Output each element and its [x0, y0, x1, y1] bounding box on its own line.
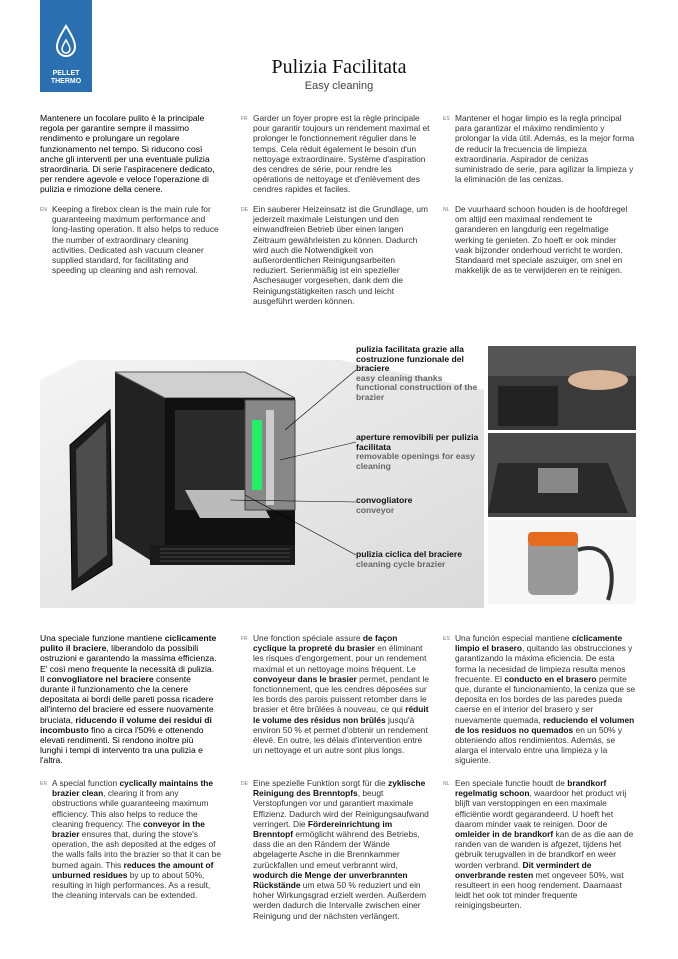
- photo-removable-opening: [488, 433, 636, 517]
- bottom-es: ES Una función especial mantiene cíclicamente limpio el brasero, quitando las obstrucciones y garantizando la máxima eficiencia. De esta forma la necesidad de limpieza resulta menos frecuente. El conducto en el brasero permite que, durante el funcionamiento, la ceniza que se deposita en los bordes de las paredes pueda caerse en el interior del brasero y ser nuevamente quemada, reduciendo el volumen de los residuos no quemados en un 50% y obteniendo altos rendimientos. Además, se alarga el intervalo entre una limpieza y la siguiente.: [443, 633, 636, 766]
- callout-conveyor: convogliatore conveyor: [356, 495, 413, 515]
- flame-drop-icon: [54, 24, 78, 60]
- callout-cleaning-cycle: pulizia ciclica del braciere cleaning cycle brazier: [356, 549, 463, 569]
- intro-en: EN Keeping a firebox clean is the main rule for guaranteeing maximum performance and long-lasting operation. It also helps to reduce the number of extraordinary cleaning activities. Dedicated ash vacuum cleaner supplied standard, for facilitating and speeding up cleaning and ash removal.: [40, 204, 219, 276]
- page-subtitle: Easy cleaning: [304, 80, 374, 92]
- callout-brazier: pulizia facilitata grazie alla costruzione funzionale del braciere easy cleaning thanks functional construction of the brazier: [356, 344, 478, 402]
- lang-tag-es-2: ES: [443, 636, 450, 642]
- intro-fr: FR Garder un foyer propre est la règle principale pour garantir toujours un rendement maximal et prolonger le fonctionnement régulier dans le temps. Cela réduit également le besoin d'un nettoyage extraordinaire. Système d'aspiration des cendres de série, pour rendre les opérations de nettoyage et d'enlèvement des cendres rapides et faciles.: [241, 113, 430, 195]
- lang-tag-fr: FR: [241, 116, 248, 122]
- lang-tag-de: DE: [241, 207, 248, 213]
- intro-de: DE Ein sauberer Heizeinsatz ist die Grundlage, um jederzeit maximale Leistungen und den einwandfreien Betrieb über einen langen Zeitraum gewährleisten zu können. Dadurch wird auch die Notwendigkeit von außerordentlichen Reinigungsarbeiten reduziert. Serienmäßig ist ein spezieller Aschesauger vorgesehen, dank dem die Reinigungstätigkeiten rasch und leicht ausgeführt werden können.: [241, 204, 429, 306]
- intro-nl: NL De vuurhaard schoon houden is de hoofdregel om altijd een maximaal rendement te garanderen en langdurig een regelmatige werking te genieten. Zo hoeft er ook minder vaak bijzonder onderhoud verricht te worden. Standaard met speciale aszuiger, om snel en makkelijk de as te verwijderen en te reinigen.: [443, 204, 628, 276]
- intro-es: ES Mantener el hogar limpio es la regla principal para garantizar el máximo rendimiento y prolongar la vida útil. Además, es la mejor forma de reducir la frecuencia de limpieza extraordinaria. Aspirador de cenizas suministrado de serie, para agilizar la limpieza y la eliminación de las cenizas.: [443, 113, 635, 185]
- bottom-nl: NL Een speciale functie houdt de brandkorf regelmatig schoon, waardoor het product vrij blijft van verstoppingen en een maximale efficiëntie wordt gegarandeerd. U hoeft het daarom minder vaak te reinigen. Door de omleider in de brandkorf kan de as die aan de randen van de wanden is afgezet, tijdens het gebruik terugvallen in de brandkorf en weer worden verbrand. Dit vermindert de onverbrande resten met ongeveer 50%, wat resulteert in een hoog rendement. Daarnaast leidt het ook tot minder frequente reinigingsbeurten.: [443, 778, 634, 911]
- badge-text: PELLET THERMO: [50, 70, 82, 85]
- photo-ash-vacuum: [488, 520, 636, 604]
- photo-hand-cleaning: [488, 346, 636, 430]
- bottom-de: DE Eine spezielle Funktion sorgt für die zyklische Reinigung des Brenntopfs, beugt Verstopfungen vor und garantiert maximale Effizienz. Dadurch wird der Reinigungsaufwand verringert. Die Fördereinrichtung im Brenntopf ermöglicht während des Betriebs, dass die an den Rändern der Wände abgelagerte Asche in die Brennkammer zurückfallen und erneut verbrannt wird, wodurch die Menge der unverbrannten Rückstände um etwa 50 % reduziert und ein hoher Wirkungsgrad erzielt werden. Außerdem werden dadurch die Intervalle zwischen einer Reinigung und der nächsten verlängert.: [241, 778, 429, 921]
- callout-openings: aperture removibili per pulizia facilitata removable openings for easy cleaning: [356, 432, 479, 471]
- lang-tag-en-2: EN: [40, 781, 47, 787]
- bottom-it: Una speciale funzione mantiene ciclicamente pulito il braciere, liberandolo da possibili ostruzioni e garantendo la massima efficienza. E' così meno frequente la necessità di pulizia. Il convogliatore nel braciere consente durante il funzionamento che la cenere depositata ai bordi delle pareti possa ricadere all'interno del braciere ed essere nuovamente bruciata, riducendo il volume dei residui di incombusto fino a circa l'50% e ottenendo elevati rendimenti. Si rendono inoltre più lunghi i tempi di intervento tra una pulizia e l'altra.: [40, 633, 217, 766]
- lang-tag-es: ES: [443, 116, 450, 122]
- lang-tag-fr-2: FR: [241, 636, 248, 642]
- lang-tag-en: EN: [40, 207, 47, 213]
- lang-tag-nl-2: NL: [443, 781, 450, 787]
- lang-tag-de-2: DE: [241, 781, 248, 787]
- lang-tag-nl: NL: [443, 207, 450, 213]
- page-title: Pulizia Facilitata: [271, 56, 407, 78]
- bottom-en: EN A special function cyclically maintains the brazier clean, clearing it from any obstructions while guaranteeing maximum efficiency. This also helps to reduce the cleaning frequency. The conveyor in the brazier ensures that, during the stove's operation, the ash deposited at the edges of the walls falls into the brazier so that it can be burned again. This reduces the amount of unburned residues by up to about 50%, resulting in high performances. As a result, the cleaning intervals can be extended.: [40, 778, 221, 901]
- intro-it: Mantenere un focolare pulito è la principale regola per garantire sempre il massimo rendimento e prolungare un regolare funzionamento nel tempo. Si riducono così anche gli interventi per una eventuale pulizia straordinaria. Di serie l'aspiracenere dedicato, per rendere agevole e veloce l'operazione di pulizia e rimozione della cenere.: [40, 113, 215, 195]
- bottom-fr: FR Une fonction spéciale assure de façon cyclique la propreté du brasier en éliminant les risques d'engorgement, pour un rendement maximal et un nettoyage moins fréquent. Le convoyeur dans le brasier permet, pendant le fonctionnement, que les cendres déposées sur les bords des parois puissent retomber dans le brasier et être brûlées à nouveau, ce qui réduit le volume des résidus non brûlés jusqu'à environ 50 % et permet d'obtenir un rendement élevé. En outre, les délais d'intervention entre un nettoyage et un autre sont plus longs.: [241, 633, 429, 756]
